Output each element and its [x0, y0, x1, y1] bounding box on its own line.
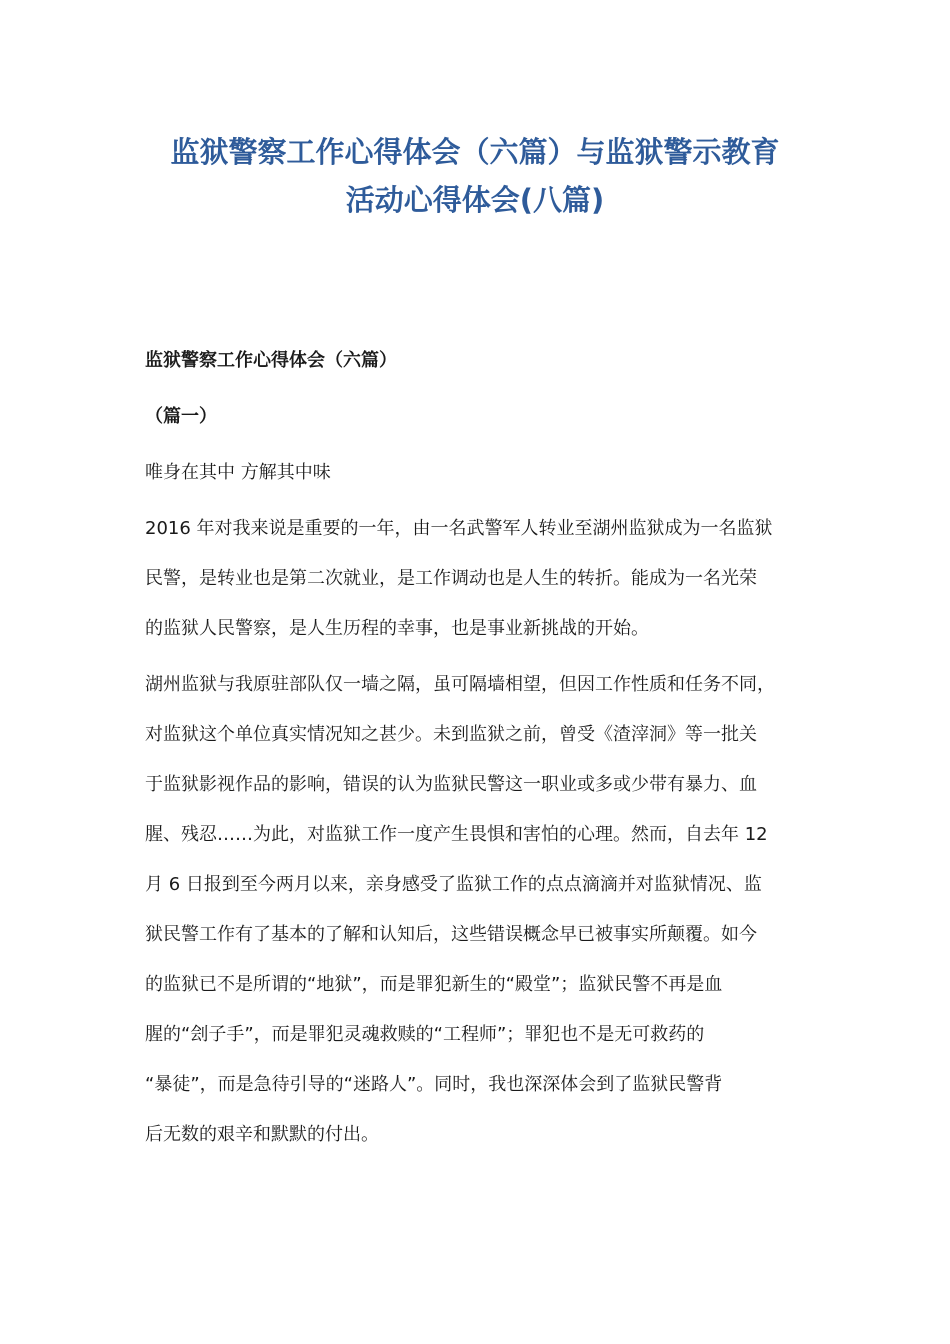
paragraph-line: 腥的“刽子手”，而是罪犯灵魂救赎的“工程师”；罪犯也不是无可救药的 — [145, 1024, 705, 1045]
article-subtitle: 唯身在其中 方解其中味 — [145, 462, 331, 483]
paragraph-line: 2016 年对我来说是重要的一年，由一名武警军人转业至湖州监狱成为一名监狱 — [145, 518, 773, 539]
document-body — [145, 338, 810, 1166]
paragraph-2 — [145, 660, 810, 1160]
paragraph-line: 对监狱这个单位真实情况知之甚少。未到监狱之前，曾受《渣滓洞》等一批关 — [145, 724, 757, 745]
document-title — [130, 128, 820, 224]
paragraph-1 — [145, 504, 810, 654]
paragraph-line: 月 6 日报到至今两月以来，亲身感受了监狱工作的点点滴滴并对监狱情况、监 — [145, 874, 762, 895]
paragraph-line: 民警，是转业也是第二次就业，是工作调动也是人生的转折。能成为一名光荣 — [145, 568, 757, 589]
paragraph-line: “暴徒”，而是急待引导的“迷路人”。同时，我也深深体会到了监狱民警背 — [145, 1074, 723, 1095]
document-title-line-2: 活动心得体会(八篇) — [345, 183, 605, 217]
paragraph-line: 腥、残忍……为此，对监狱工作一度产生畏惧和害怕的心理。然而，自去年 12 — [145, 824, 768, 845]
section-heading: 监狱警察工作心得体会（六篇） — [145, 350, 397, 371]
part-label: （篇一） — [145, 406, 217, 427]
document-title-line-1: 监狱警察工作心得体会（六篇）与监狱警示教育 — [170, 135, 780, 169]
paragraph-line: 狱民警工作有了基本的了解和认知后，这些错误概念早已被事实所颠覆。如今 — [145, 924, 757, 945]
paragraph-line: 于监狱影视作品的影响，错误的认为监狱民警这一职业或多或少带有暴力、血 — [145, 774, 757, 795]
paragraph-line: 的监狱已不是所谓的“地狱”，而是罪犯新生的“殿堂”；监狱民警不再是血 — [145, 974, 723, 995]
paragraph-line: 的监狱人民警察，是人生历程的幸事，也是事业新挑战的开始。 — [145, 618, 649, 639]
paragraph-line: 后无数的艰辛和默默的付出。 — [145, 1124, 379, 1145]
paragraph-line: 湖州监狱与我原驻部队仅一墙之隔，虽可隔墙相望，但因工作性质和任务不同， — [145, 674, 775, 695]
